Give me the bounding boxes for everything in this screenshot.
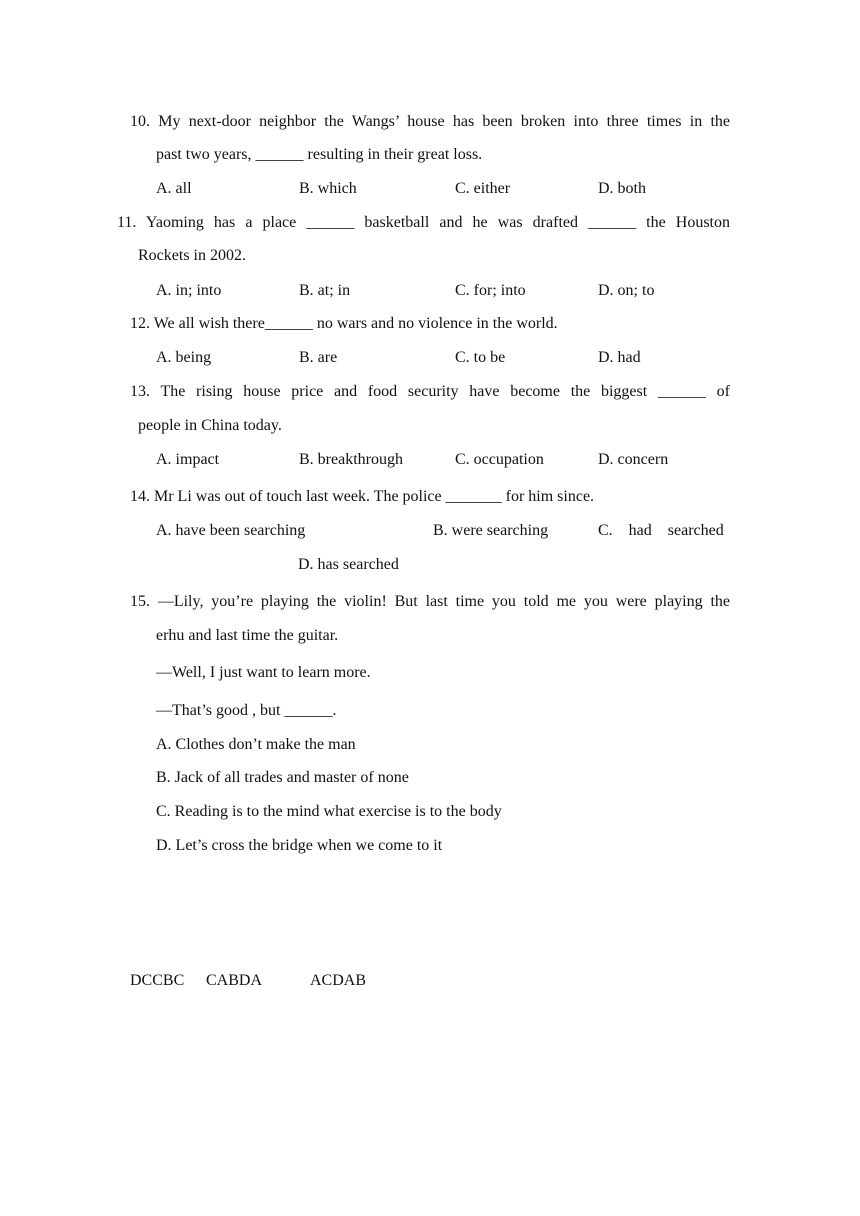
q10-stem-line2: past two years, ______ resulting in their great loss. <box>156 146 483 163</box>
q15-option-a: A. Clothes don’t make the man <box>156 736 356 753</box>
q15-dialog-line2: —Well, I just want to learn more. <box>156 664 371 681</box>
q10-option-b: B. which <box>299 180 357 197</box>
answer-group-3: ACDAB <box>310 972 367 989</box>
q10-stem-line1: 10. My next-door neighbor the Wangs’ house has been broken into three times in the <box>130 113 730 130</box>
q14-option-a: A. have been searching <box>156 522 306 539</box>
q10-option-a: A. all <box>156 180 192 197</box>
q13-stem-line2: people in China today. <box>138 417 282 434</box>
q15-dialog-line3: —That’s good , but ______. <box>156 702 337 719</box>
q14-option-b: B. were searching <box>433 522 549 539</box>
q11-option-c: C. for; into <box>455 282 526 299</box>
q11-option-b: B. at; in <box>299 282 351 299</box>
q14-option-d: D. has searched <box>298 556 399 573</box>
q11-option-a: A. in; into <box>156 282 222 299</box>
q12-option-a: A. being <box>156 349 212 366</box>
q15-option-b: B. Jack of all trades and master of none <box>156 769 409 786</box>
q13-option-c: C. occupation <box>455 451 544 468</box>
q13-option-d: D. concern <box>598 451 669 468</box>
q10-option-c: C. either <box>455 180 511 197</box>
q11-option-d: D. on; to <box>598 282 655 299</box>
q15-stem-line2: erhu and last time the guitar. <box>156 627 339 644</box>
q13-stem-line1: 13. The rising house price and food security have become the biggest ______ of <box>130 383 730 400</box>
q11-stem-line2: Rockets in 2002. <box>138 247 246 264</box>
q14-stem-line1: 14. Mr Li was out of touch last week. The police _______ for him since. <box>130 488 595 505</box>
q10-option-d: D. both <box>598 180 646 197</box>
q13-option-a: A. impact <box>156 451 220 468</box>
q12-stem-line1: 12. We all wish there______ no wars and no violence in the world. <box>130 315 558 332</box>
q13-option-b: B. breakthrough <box>299 451 403 468</box>
q11-stem-line1: 11. Yaoming has a place ______ basketball and he was drafted ______ the Houston <box>117 214 730 231</box>
q12-option-c: C. to be <box>455 349 506 366</box>
q14-option-c: C. had searched <box>598 522 724 539</box>
q15-option-c: C. Reading is to the mind what exercise is to the body <box>156 803 502 820</box>
q12-option-d: D. had <box>598 349 641 366</box>
answer-group-2: CABDA <box>206 972 263 989</box>
q15-option-d: D. Let’s cross the bridge when we come to it <box>156 837 443 854</box>
q12-option-b: B. are <box>299 349 338 366</box>
answer-group-1: DCCBC <box>130 972 185 989</box>
q15-stem-line1: 15. —Lily, you’re playing the violin! But last time you told me you were playing the <box>130 593 730 610</box>
